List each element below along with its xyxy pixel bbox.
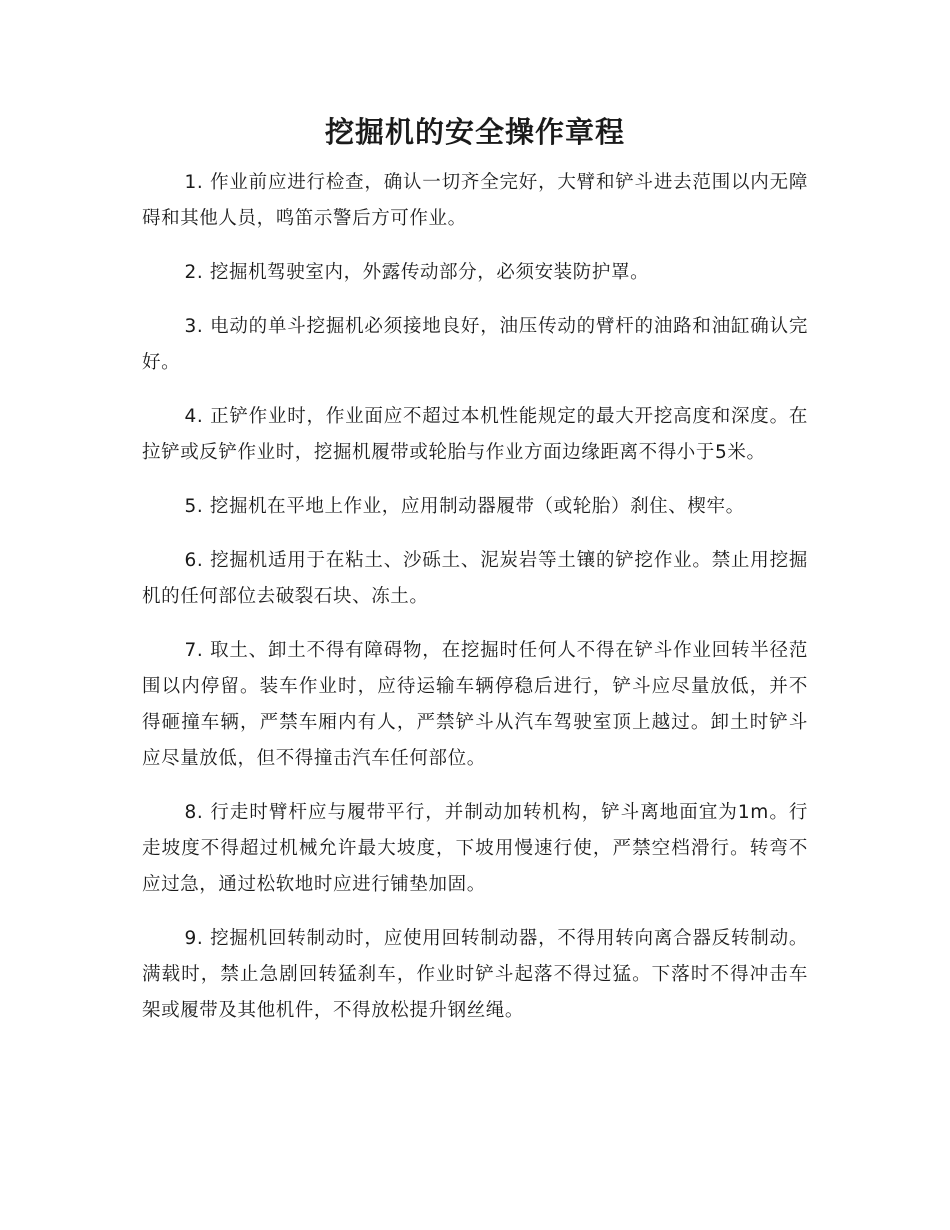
- document-title: 挖掘机的安全操作章程: [324, 115, 625, 149]
- rule-item-3: 3. 电动的单斗挖掘机必须接地良好，油压传动的臂杆的油路和油缸确认完好。: [142, 316, 808, 373]
- document-body: [142, 165, 808, 1047]
- rule-item-2: 2. 挖掘机驾驶室内，外露传动部分，必须安装防护罩。: [184, 262, 650, 283]
- rule-item-7: 7. 取土、卸土不得有障碍物，在挖掘时任何人不得在铲斗作业回转半径范围以内停留。装车作业时，应待运输车辆停稳后进行，铲斗应尽量放低，并不得砸撞车辆，严禁车厢内有人，严禁铲斗从汽车驾驶室顶上越过。卸土时铲斗应尽量放低，但不得撞击汽车任何部位。: [142, 640, 808, 769]
- rule-item-1: 1. 作业前应进行检查，确认一切齐全完好，大臂和铲斗进去范围以内无障碍和其他人员，鸣笛示警后方可作业。: [142, 172, 808, 229]
- rule-item-4: 4. 正铲作业时，作业面应不超过本机性能规定的最大开挖高度和深度。在拉铲或反铲作业时，挖掘机履带或轮胎与作业方面边缘距离不得小于5米。: [142, 406, 808, 463]
- rule-item-5: 5. 挖掘机在平地上作业，应用制动器履带（或轮胎）刹住、楔牢。: [184, 496, 745, 517]
- rule-item-6: 6. 挖掘机适用于在粘土、沙砾土、泥炭岩等土镶的铲挖作业。禁止用挖掘机的任何部位去破裂石块、冻土。: [142, 550, 808, 607]
- rule-item-8: 8. 行走时臂杆应与履带平行，并制动加转机构，铲斗离地面宜为1m。行走坡度不得超过机械允许最大坡度，下坡用慢速行使，严禁空档滑行。转弯不应过急，通过松软地时应进行铺垫加固。: [142, 802, 808, 895]
- rule-item-9: 9. 挖掘机回转制动时，应使用回转制动器，不得用转向离合器反转制动。满载时，禁止急剧回转猛刹车，作业时铲斗起落不得过猛。下落时不得冲击车架或履带及其他机件，不得放松提升钢丝绳。: [142, 928, 808, 1021]
